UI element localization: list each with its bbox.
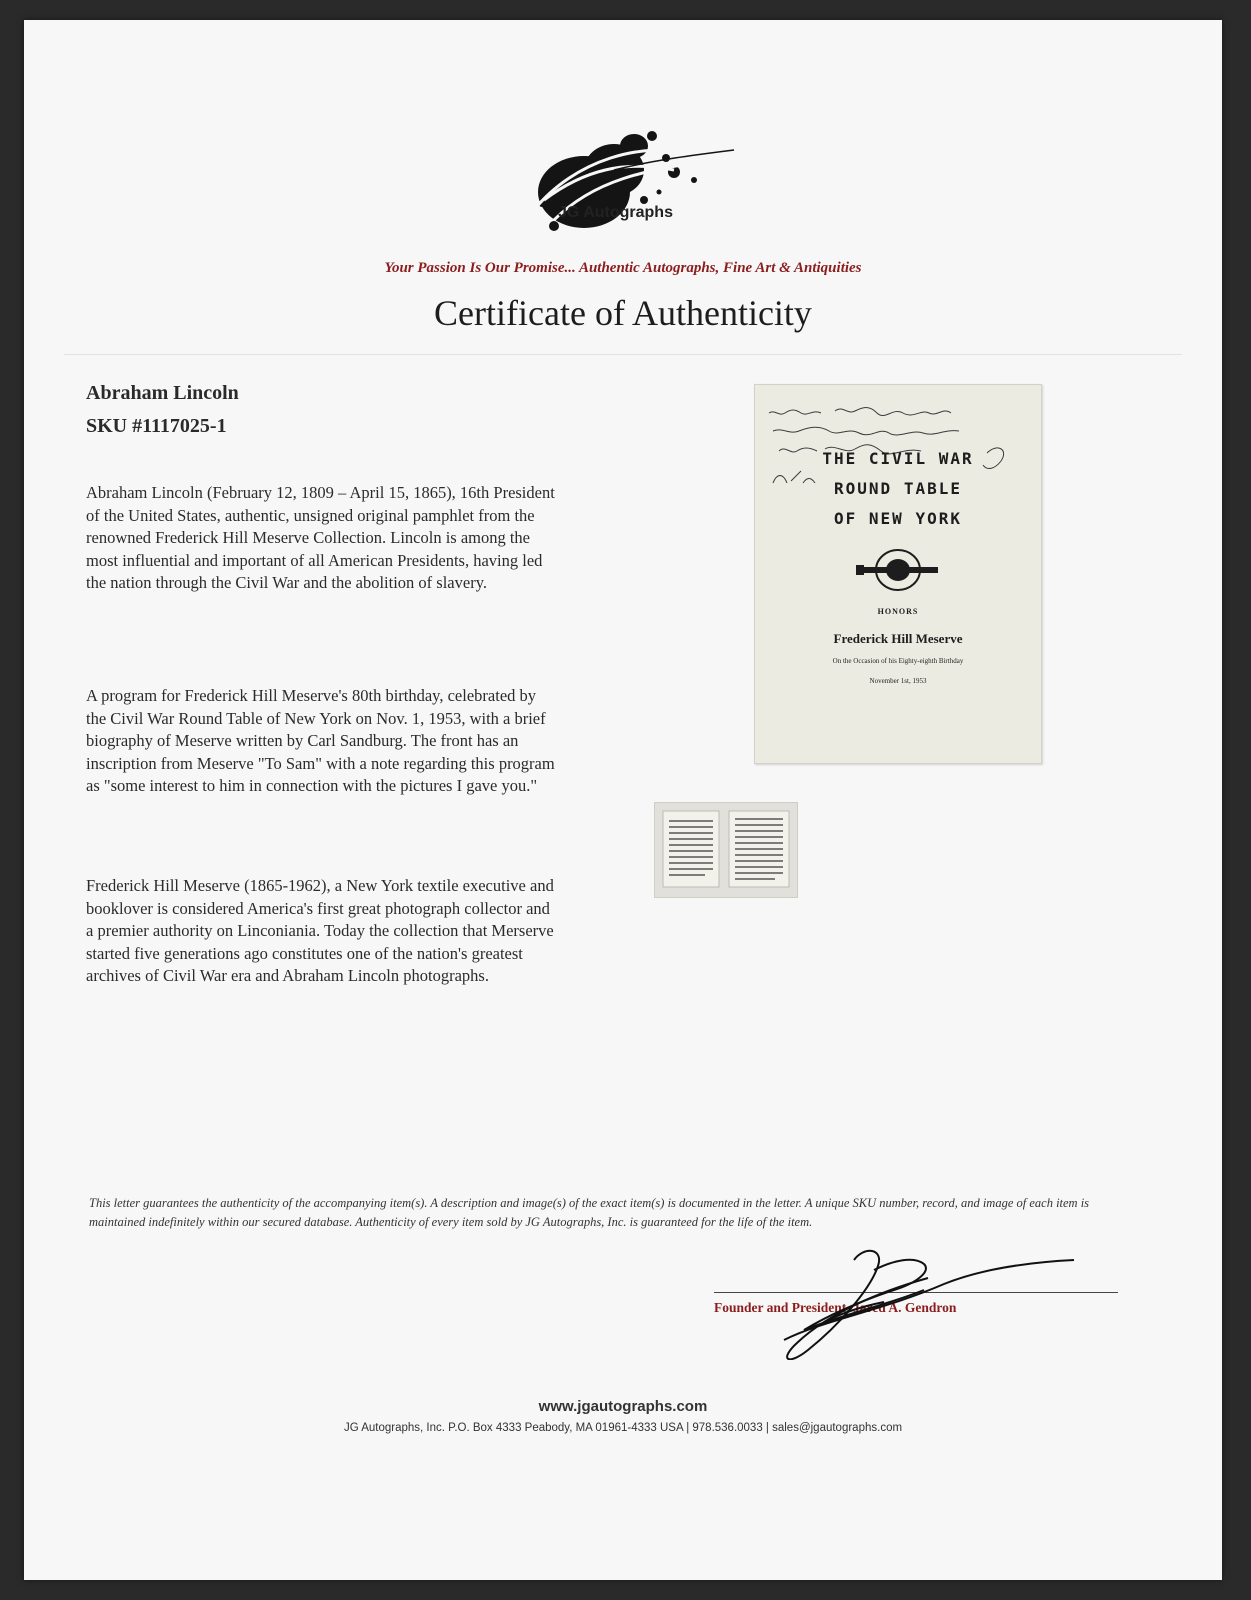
page-title: Certificate of Authenticity [434,293,812,333]
program-date: November 1st, 1953 [869,677,927,685]
description-paragraph: A program for Frederick Hill Meserve's 80th birthday, celebrated by the Civil War Round Table of New York on Nov. 1, 1953, with a brief biography of Meserve written by Carl Sandburg. The front has an inscription from Meserve "To Sam" with a note regarding this program as "some interest to him in connection with the pictures I gave you." [86,686,555,795]
program-title-line-2: ROUND TABLE [834,479,962,498]
jg-autographs-logo-icon [494,100,754,260]
item-name: Abraham Lincoln [86,382,239,404]
program-honors: HONORS [877,607,919,616]
brand-name: JG Autographs [558,204,673,221]
item-sku: SKU #1117025-1 [86,415,227,437]
company-address: JG Autographs, Inc. P.O. Box 4333 Peabody, MA 01961-4333 USA | 978.536.0033 | sales@jgautographs.com [343,1422,903,1434]
tagline: Your Passion Is Our Promise... Authentic Autographs, Fine Art & Antiquities [384,260,862,276]
website-link[interactable]: www.jgautographs.com [538,1398,708,1415]
program-honoree: Frederick Hill Meserve [833,631,963,646]
program-title-line-1: THE CIVIL WAR [822,449,974,468]
certificate-sheet [24,20,1222,1580]
description-paragraph: Abraham Lincoln (February 12, 1809 – April 15, 1865), 16th President of the United States, authentic, unsigned original pamphlet from the renowned Frederick Hill Meserve Collection. Lincoln is among the most influential and important of all American Presidents, having led the nation through the Civil War and the abolition of slavery. [86,483,555,592]
founder-signature-icon [744,1230,1104,1360]
divider [64,354,1182,355]
description-paragraph: Frederick Hill Meserve (1865-1962), a New York textile executive and booklover is considered America's first great photograph collector and a premier authority on Linconiania. Today the collection that Merserve started five generations ago constitutes one of the nation's greatest archives of Civil War era and Abraham Lincoln photographs. [86,876,554,985]
program-title-line-3: OF NEW YORK [834,509,962,528]
round-table-emblem-icon [854,545,942,595]
item-photo-thumbnail [654,802,798,898]
item-photo-main [754,384,1042,764]
founder-title: Founder and President, Jared A. Gendron [714,1300,957,1315]
authenticity-disclaimer: This letter guarantees the authenticity of the accompanying item(s). A description and image(s) of the exact item(s) is documented in the letter. A unique SKU number, record, and image of each item is maintained indefinitely within our secured database. Authenticity of every item sold by JG Autographs, Inc. is guaranteed for the life of the item. [89,1196,1090,1229]
program-occasion: On the Occasion of his Eighty-eighth Birthday [832,657,964,665]
